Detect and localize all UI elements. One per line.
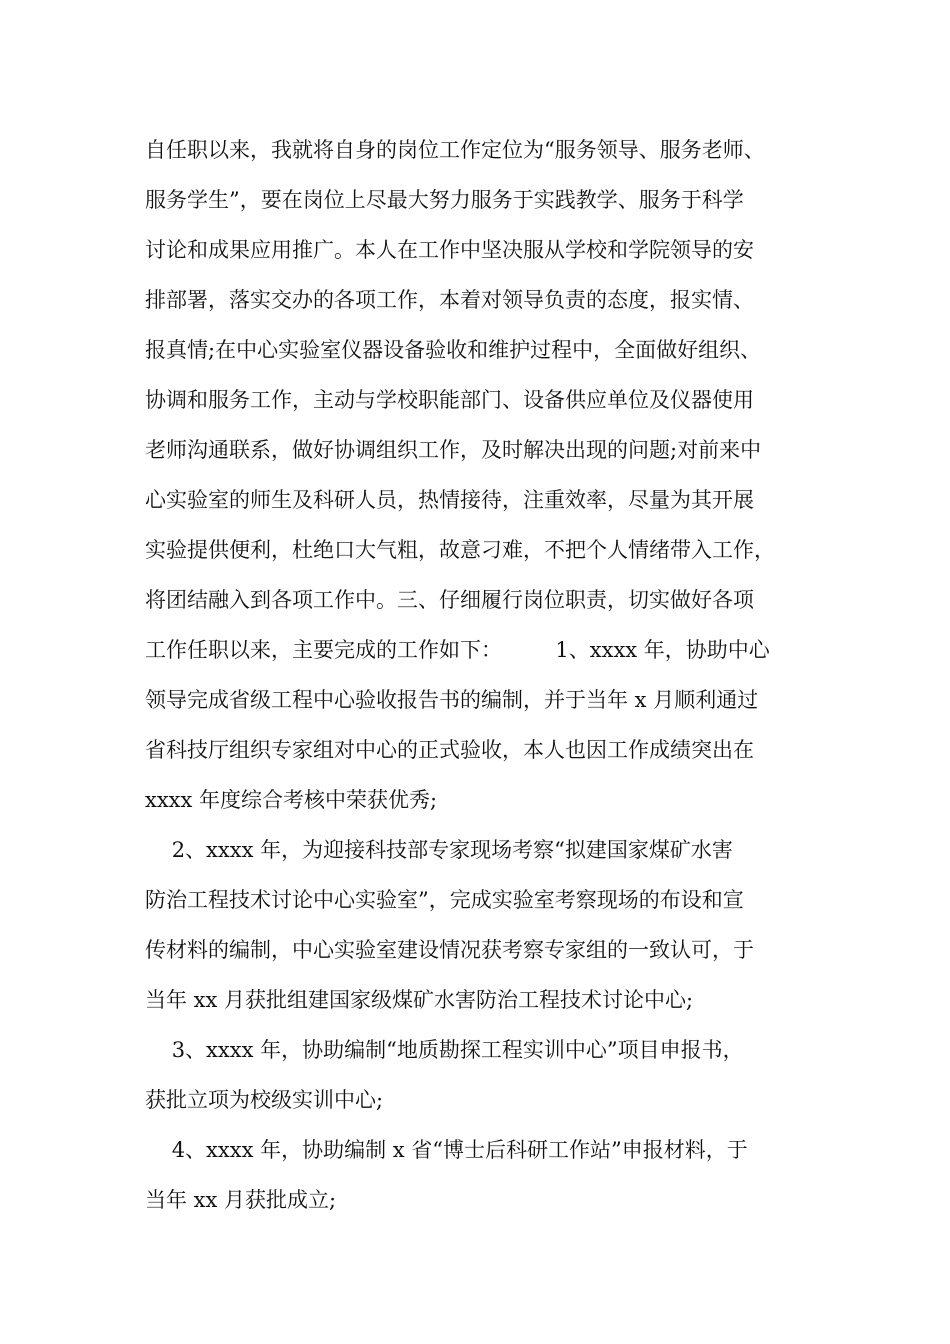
text-line: 老师沟通联系，做好协调组织工作，及时解决出现的问题;对前来中	[145, 438, 762, 462]
text-line: 当年 xx 月获批成立;	[145, 1188, 337, 1212]
text-line: 省科技厅组织专家组对中心的正式验收，本人也因工作成绩突出在	[145, 738, 754, 762]
text-line: 3、xxxx 年，协助编制“地质勘探工程实训中心”项目申报书，	[145, 1038, 744, 1062]
text-line: 心实验室的师生及科研人员，热情接待，注重效率，尽量为其开展	[145, 488, 754, 512]
text-line: 服务学生”，要在岗位上尽最大努力服务于实践教学、服务于科学	[145, 188, 744, 212]
text-line: 传材料的编制，中心实验室建设情况获考察专家组的一致认可，于	[145, 938, 754, 962]
text-line: 协调和服务工作，主动与学校职能部门、设备供应单位及仪器使用	[145, 388, 754, 412]
text-line: 实验提供便利，杜绝口大气粗，故意刁难，不把个人情绪带入工作，	[145, 538, 775, 562]
text-line: 自任职以来，我就将自身的岗位工作定位为“服务领导、服务老师、	[145, 138, 765, 162]
text-line: 2、xxxx 年，为迎接科技部专家现场考察“拟建国家煤矿水害	[145, 838, 733, 862]
text-line: 获批立项为校级实训中心;	[145, 1088, 384, 1112]
text-line: 领导完成省级工程中心验收报告书的编制，并于当年 x 月顺利通过	[145, 688, 759, 712]
text-line: 将团结融入到各项工作中。三、仔细履行岗位职责，切实做好各项	[145, 588, 754, 612]
text-line: 排部署，落实交办的各项工作，本着对领导负责的态度，报实情、	[145, 288, 754, 312]
text-line: 工作任职以来，主要完成的工作如下： 1、xxxx 年，协助中心	[145, 638, 770, 662]
text-line: 讨论和成果应用推广。本人在工作中坚决服从学校和学院领导的安	[145, 238, 754, 262]
document-body	[145, 125, 825, 1225]
text-line: 4、xxxx 年，协助编制 x 省“博士后科研工作站”申报材料，于	[145, 1138, 748, 1162]
text-line: 防治工程技术讨论中心实验室”，完成实验室考察现场的布设和宣	[145, 888, 744, 912]
text-line: 报真情;在中心实验室仪器设备验收和维护过程中，全面做好组织、	[145, 338, 762, 362]
text-line: 当年 xx 月获批组建国家级煤矿水害防治工程技术讨论中心;	[145, 988, 694, 1012]
text-line: xxxx 年度综合考核中荣获优秀;	[145, 788, 438, 812]
